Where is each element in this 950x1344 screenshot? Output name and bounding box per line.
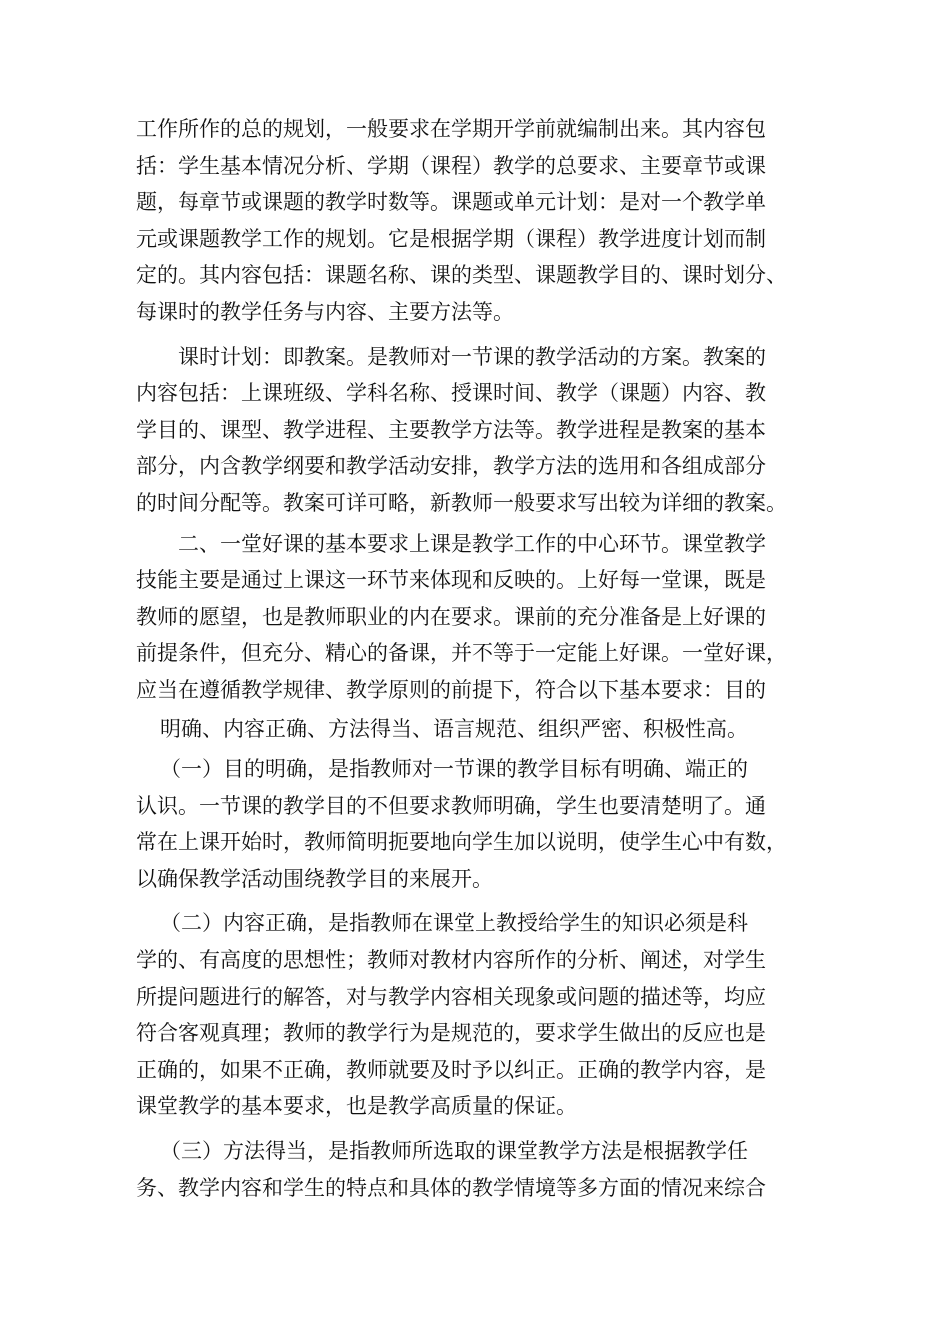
- text-line: （二）内容正确，是指教师在课堂上教授给学生的知识必须是科: [160, 911, 748, 936]
- text-line: 以确保教学活动围绕教学目的来展开。: [136, 866, 493, 891]
- paragraph-appropriate-method: [136, 1133, 826, 1206]
- paragraph-lesson-planning: [136, 111, 826, 331]
- text-line: 务、教学内容和学生的特点和具体的教学情境等多方面的情况来综合: [136, 1175, 766, 1200]
- text-line: 认识。一节课的教学目的不但要求教师明确，学生也要清楚明了。通: [136, 793, 766, 818]
- paragraph-good-lesson: [136, 526, 826, 709]
- text-line: 技能主要是通过上课这一环节来体现和反映的。上好每一堂课，既是: [136, 568, 766, 593]
- text-line: 二、一堂好课的基本要求上课是教学工作的中心环节。课堂教学: [178, 531, 766, 556]
- body-text: [136, 111, 826, 1206]
- text-line: 的时间分配等。教案可详可略，新教师一般要求写出较为详细的教案。: [136, 490, 787, 515]
- paragraph-requirements-list: [136, 711, 826, 748]
- text-line: 括：学生基本情况分析、学期（课程）教学的总要求、主要章节或课: [136, 153, 766, 178]
- text-line: 符合客观真理；教师的教学行为是规范的，要求学生做出的反应也是: [136, 1021, 766, 1046]
- paragraph-lesson-plan: [136, 339, 826, 522]
- text-line: 工作所作的总的规划，一般要求在学期开学前就编制出来。其内容包: [136, 117, 766, 141]
- text-line: 元或课题教学工作的规划。它是根据学期（课程）教学进度计划而制: [136, 226, 766, 251]
- text-line: 学的、有高度的思想性；教师对教材内容所作的分析、阐述，对学生: [136, 948, 766, 973]
- text-line: 前提条件，但充分、精心的备课，并不等于一定能上好课。一堂好课，: [136, 641, 787, 666]
- text-line: 部分，内含教学纲要和教学活动安排，教学方法的选用和各组成部分: [136, 454, 766, 479]
- text-line: 明确、内容正确、方法得当、语言规范、组织严密、积极性高。: [160, 716, 748, 741]
- text-line: 教师的愿望，也是教师职业的内在要求。课前的充分准备是上好课的: [136, 604, 766, 629]
- text-line: 课堂教学的基本要求，也是教学高质量的保证。: [136, 1094, 577, 1119]
- text-line: 应当在遵循教学规律、教学原则的前提下，符合以下基本要求：目的: [136, 677, 766, 702]
- text-line: 常在上课开始时，教师简明扼要地向学生加以说明，使学生心中有数，: [136, 830, 787, 855]
- text-line: 课时计划：即教案。是教师对一节课的教学活动的方案。教案的: [178, 344, 766, 369]
- text-line: 学目的、课型、教学进程、主要教学方法等。教学进程是教案的基本: [136, 417, 766, 442]
- text-line: 每课时的教学任务与内容、主要方法等。: [136, 299, 514, 324]
- text-line: 所提问题进行的解答，对与教学内容相关现象或问题的描述等，均应: [136, 984, 766, 1009]
- text-line: 定的。其内容包括：课题名称、课的类型、课题教学目的、课时划分、: [136, 263, 787, 288]
- text-line: （一）目的明确，是指教师对一节课的教学目标有明确、端正的: [160, 757, 748, 782]
- text-line: 正确的，如果不正确，教师就要及时予以纠正。正确的教学内容，是: [136, 1057, 766, 1082]
- text-line: （三）方法得当，是指教师所选取的课堂教学方法是根据教学任: [160, 1139, 748, 1164]
- text-line: 内容包括：上课班级、学科名称、授课时间、教学（课题）内容、教: [136, 381, 766, 406]
- paragraph-clear-objective: [136, 751, 826, 897]
- paragraph-correct-content: [136, 905, 826, 1125]
- text-line: 题，每章节或课题的教学时数等。课题或单元计划：是对一个教学单: [136, 190, 766, 215]
